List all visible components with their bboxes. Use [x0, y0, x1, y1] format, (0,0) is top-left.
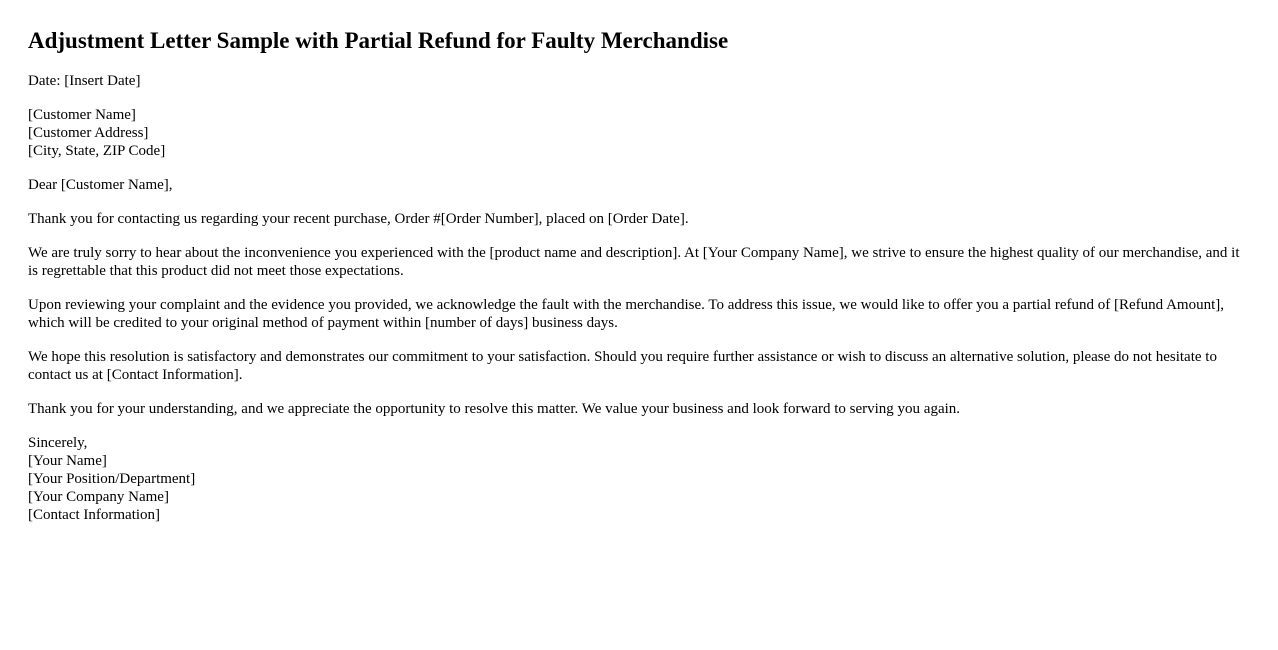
- recipient-city-state-zip: [City, State, ZIP Code]: [28, 143, 166, 159]
- closing-name: [Your Name]: [28, 453, 107, 469]
- body-paragraph-2: We are truly sorry to hear about the inconvenience you experienced with the [product name and description]. At [Your Company Name], we strive to ensure the highest quality of our merchandise, and it is regrettable that this product did not meet those expectations.: [28, 245, 1240, 279]
- letter-title: Adjustment Letter Sample with Partial Refund for Faulty Merchandise: [28, 28, 729, 53]
- body-paragraph-3: Upon reviewing your complaint and the evidence you provided, we acknowledge the fault with the merchandise. To address this issue, we would like to offer you a partial refund of [Refund Amount], which will be credited to your original method of payment within [number of days] business days.: [28, 297, 1224, 331]
- letter-page: [28, 0, 1250, 524]
- body-paragraph-5: Thank you for your understanding, and we appreciate the opportunity to resolve this matter. We value your business and look forward to serving you again.: [28, 401, 961, 417]
- closing-block: [28, 434, 1250, 524]
- closing-position: [Your Position/Department]: [28, 471, 196, 487]
- recipient-name: [Customer Name]: [28, 107, 136, 123]
- closing-sign-off: Sincerely,: [28, 435, 88, 451]
- date-line: Date: [Insert Date]: [28, 73, 141, 89]
- body-paragraph-4: We hope this resolution is satisfactory and demonstrates our commitment to your satisfaction. Should you require further assistance or wish to discuss an alternative solution, please do not hesitate to contact us at [Contact Information].: [28, 349, 1217, 383]
- recipient-block: [28, 106, 1250, 160]
- body-paragraph-1: Thank you for contacting us regarding your recent purchase, Order #[Order Number], placed on [Order Date].: [28, 211, 689, 227]
- closing-company: [Your Company Name]: [28, 489, 169, 505]
- closing-contact: [Contact Information]: [28, 507, 161, 523]
- recipient-address: [Customer Address]: [28, 125, 149, 141]
- salutation: Dear [Customer Name],: [28, 177, 173, 193]
